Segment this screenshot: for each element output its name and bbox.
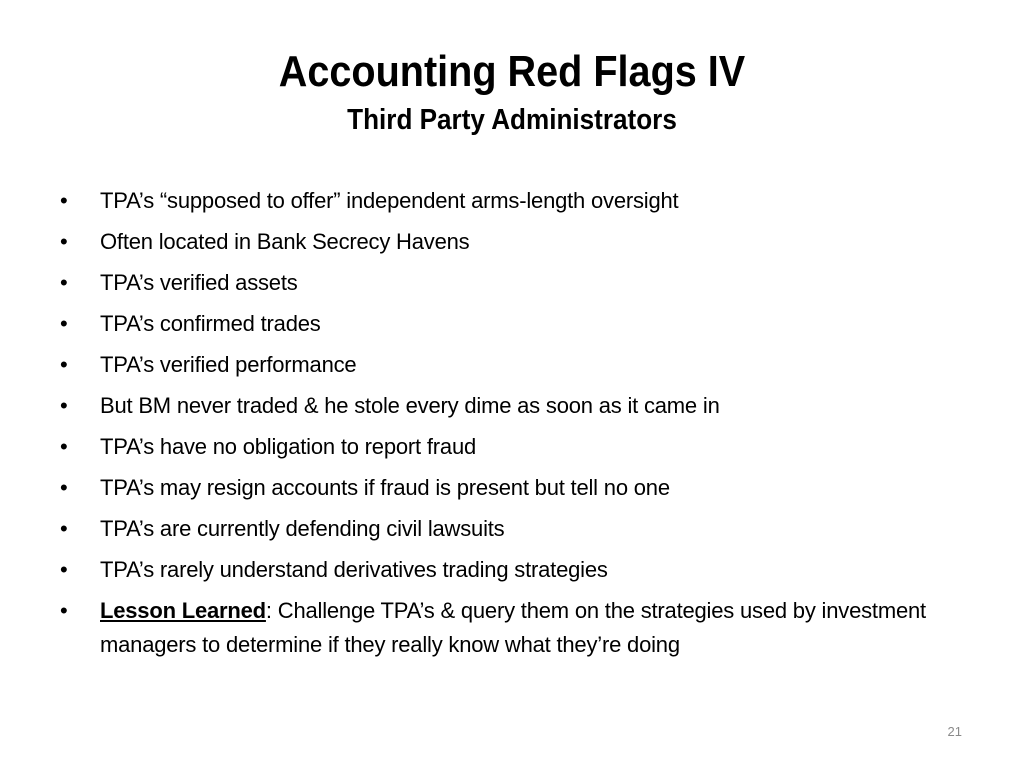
bullet-icon: •: [60, 516, 68, 541]
bullet-item: [58, 471, 978, 504]
bullet-text: TPA’s confirmed trades: [100, 311, 321, 336]
bullet-item: [58, 553, 978, 586]
bullet-item: [58, 184, 978, 217]
bullet-text: Often located in Bank Secrecy Havens: [100, 229, 470, 254]
bullet-item: [58, 266, 978, 299]
bullet-item: [58, 348, 978, 381]
bullet-icon: •: [60, 352, 68, 377]
bullet-text: TPA’s “supposed to offer” independent arms-length oversight: [100, 188, 679, 213]
bullet-text: TPA’s verified performance: [100, 352, 357, 377]
bullet-icon: •: [60, 475, 68, 500]
bullet-icon: •: [60, 557, 68, 582]
bullet-text: But BM never traded & he stole every dime as soon as it came in: [100, 393, 720, 418]
bullet-text: TPA’s rarely understand derivatives trading strategies: [100, 557, 608, 582]
bullet-icon: •: [60, 434, 68, 459]
bullet-text: TPA’s are currently defending civil lawsuits: [100, 516, 505, 541]
slide-title: Accounting Red Flags IV: [278, 47, 746, 96]
lesson-separator: :: [265, 598, 272, 623]
bullet-list: [58, 184, 978, 670]
title-block: [0, 42, 1024, 138]
bullet-icon: •: [60, 311, 68, 336]
bullet-text: TPA’s may resign accounts if fraud is present but tell no one: [100, 475, 670, 500]
bullet-icon: •: [60, 393, 68, 418]
bullet-icon: •: [60, 270, 68, 295]
bullet-icon: •: [60, 598, 68, 623]
bullet-text: TPA’s have no obligation to report fraud: [100, 434, 477, 459]
bullet-icon: •: [60, 188, 68, 213]
bullet-item: [58, 512, 978, 545]
bullet-item: [58, 430, 978, 463]
lesson-learned-text: Challenge TPA’s & query them on the strategies used by investment managers to determine if they really know what they’re doing: [100, 598, 926, 657]
bullet-item: [58, 389, 978, 422]
bullet-text: TPA’s verified assets: [100, 270, 298, 295]
slide-subtitle: Third Party Administrators: [347, 104, 677, 136]
bullet-item: [58, 307, 978, 340]
lesson-learned-label: Lesson Learned: [100, 598, 266, 623]
bullet-item: [58, 225, 978, 258]
lesson-learned-item: [58, 594, 978, 662]
bullet-icon: •: [60, 229, 68, 254]
page-number: 21: [947, 724, 962, 739]
